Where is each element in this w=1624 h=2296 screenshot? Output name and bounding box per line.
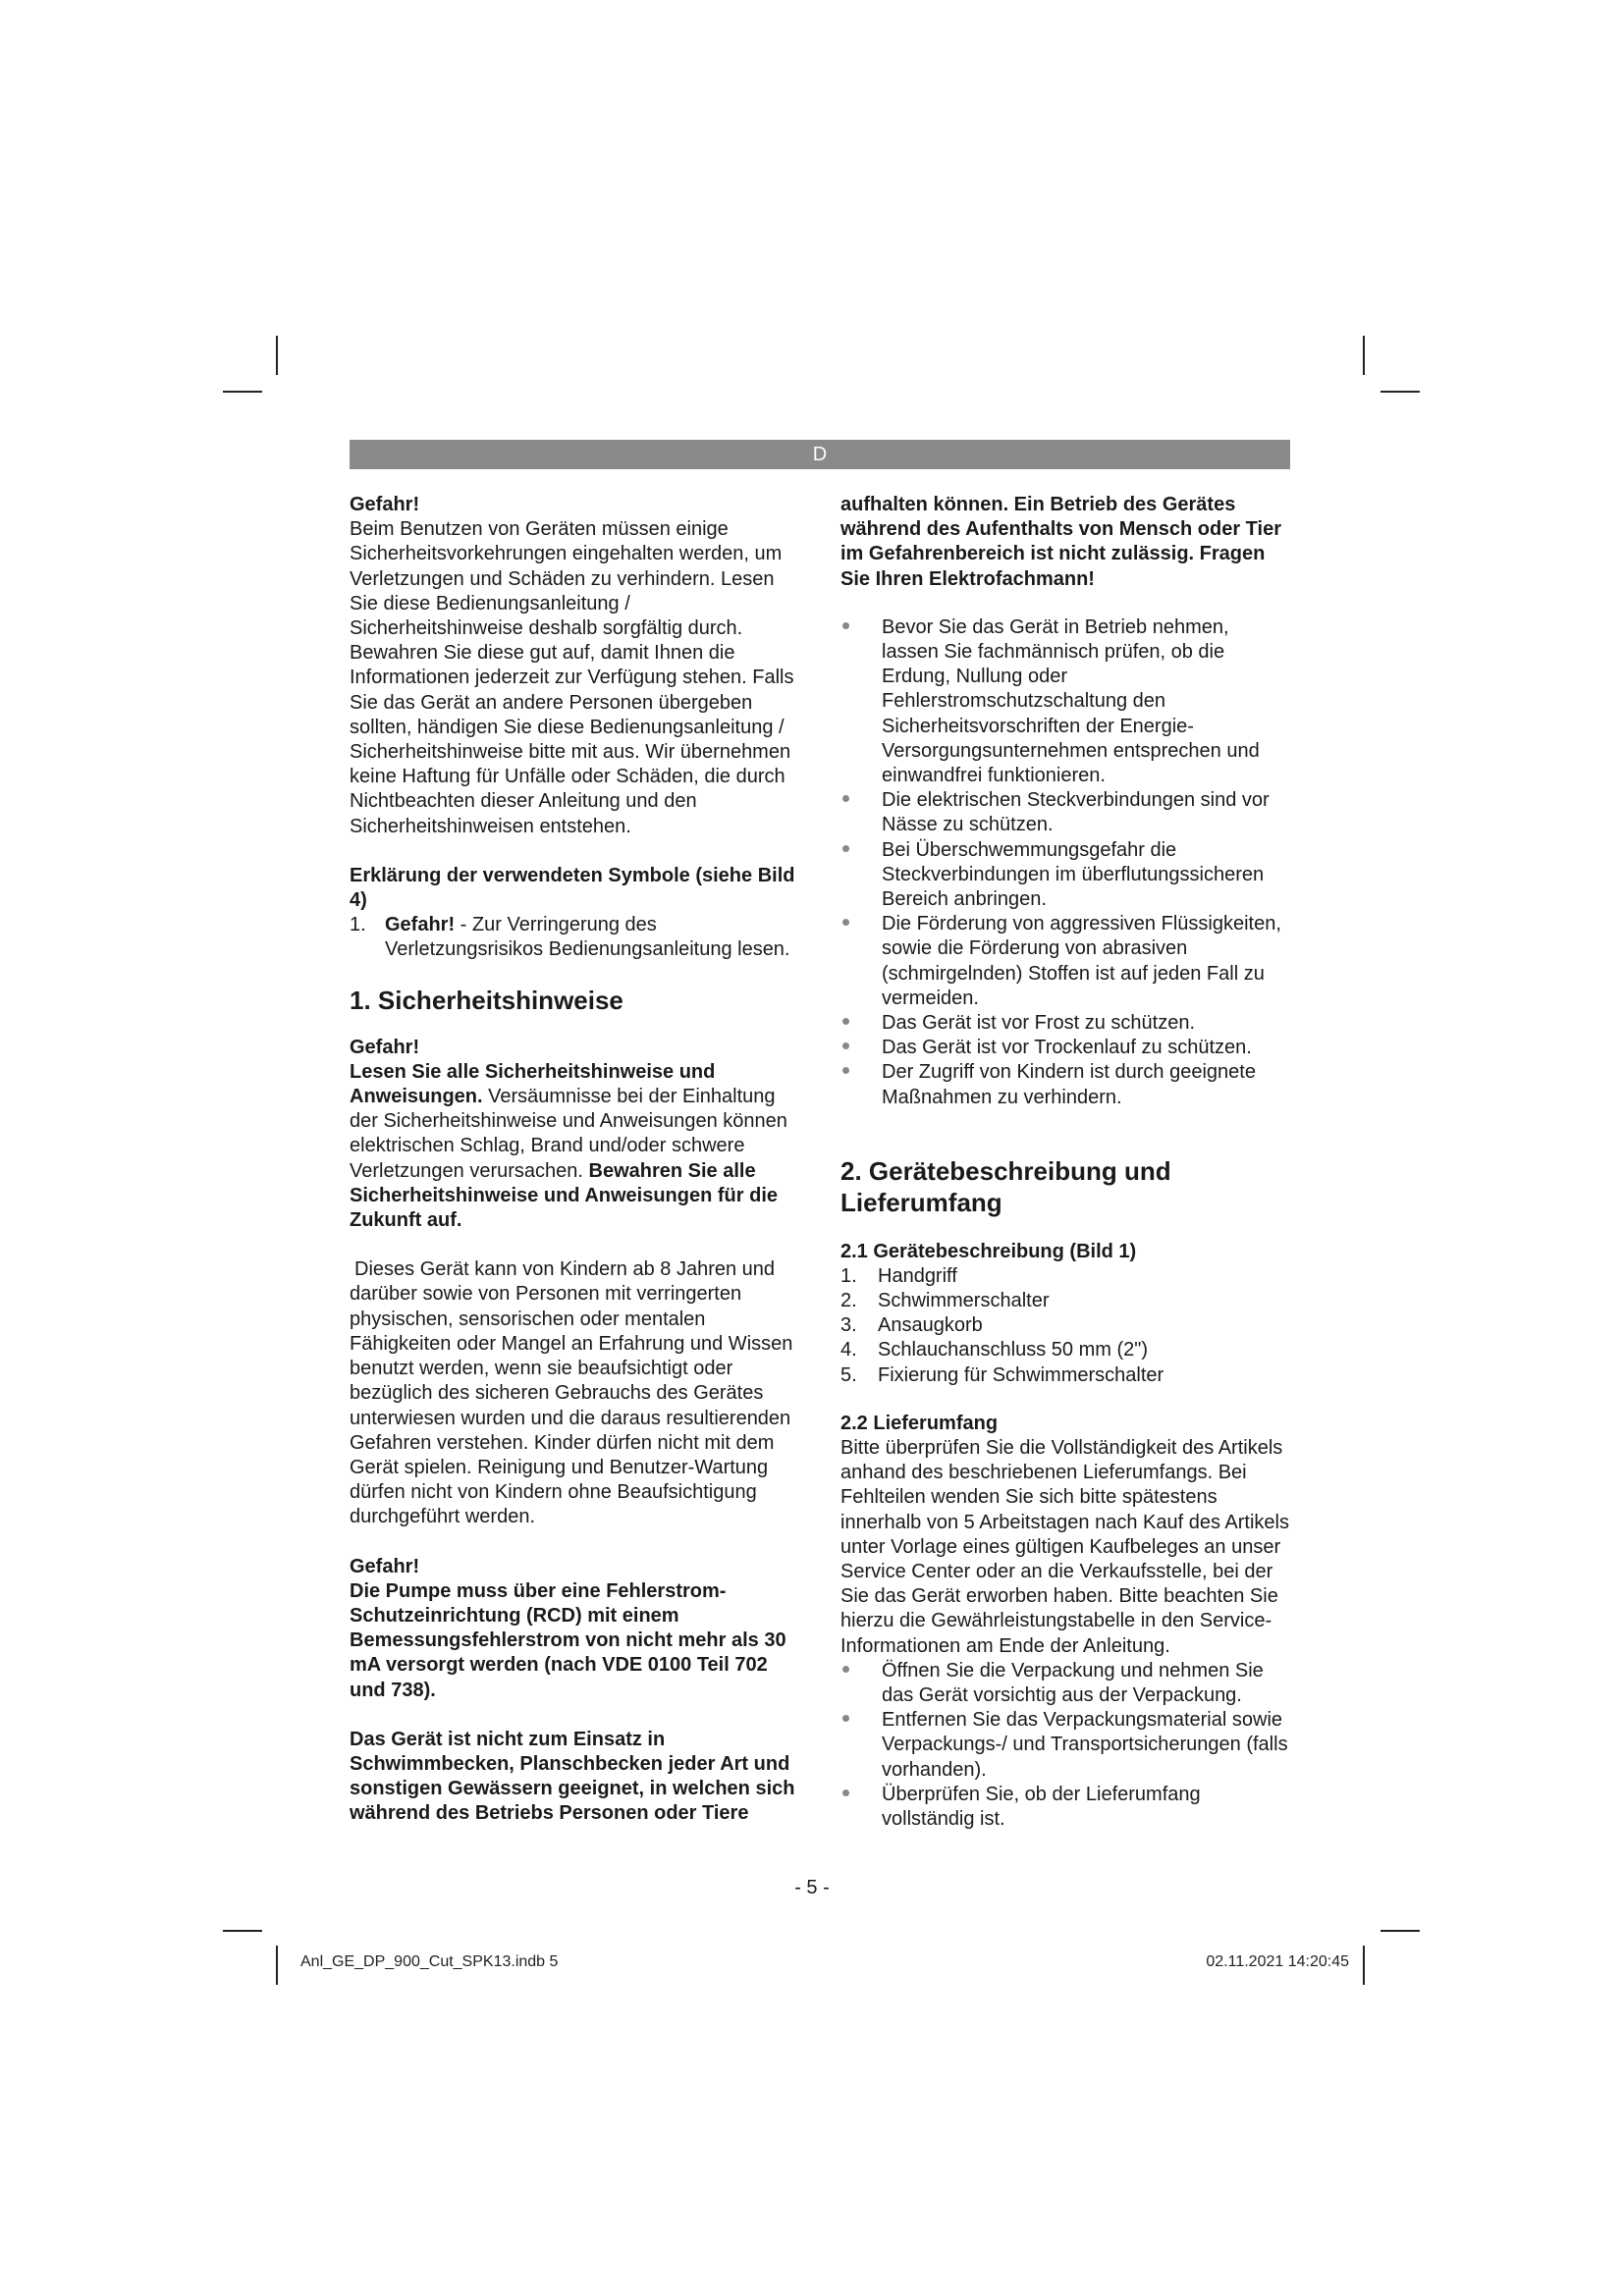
list-item: 3. Ansaugkorb [840,1314,983,1337]
section-1-title: 1. Sicherheitshinweise [350,985,623,1015]
safety-bullet-list [840,615,1290,1110]
crop-mark [276,1946,278,1985]
list-item: Der Zugriff von Kindern ist durch geeignete Maßnahmen zu verhindern. [840,1060,1290,1109]
delivery-paragraph: Bitte überprüfen Sie die Vollständigkeit des Artikels anhand des beschriebenen Lieferumfangs. Bei Fehlteilen wenden Sie sich bitte spätestens innerhalb von 5 Arbeitstagen nach Kauf des Artikels unter Vorlage eines gültigen Kaufbeleges an unser Service Center oder an die Verkaufsstelle, bei der Sie das Gerät erworben haben. Bitte beachten Sie hierzu die Gewährleistungstabelle in den Service-Informationen am Ende der Anleitung. [840,1436,1289,1657]
list-item: Bevor Sie das Gerät in Betrieb nehmen, lassen Sie fachmännisch prüfen, ob die Erdung, Nullung oder Fehlerstromschutzschaltung den Sicherheitsvorschriften der Energie-Versorgungsunternehmen entsprechen und einwandfrei funktionieren. [840,615,1290,788]
list-item: 1. Handgriff [840,1264,957,1287]
subsection-2-2-title: 2.2 Lieferumfang [840,1412,999,1434]
children-paragraph: Dieses Gerät kann von Kindern ab 8 Jahren und darüber sowie von Personen mit verringerten physischen, sensorischen oder mentalen Fähigkeiten oder Mangel an Erfahrung und Wissen benutzt werden, wenn sie beaufsichtigt oder bezüglich des sicheren Gebrauchs des Gerätes unterwiesen wurden und die daraus resultierenden Gefahren verstehen. Kinder dürfen nicht mit dem Gerät spielen. Reinigung und Benutzer-Wartung dürfen nicht von Kindern ohne Beaufsichtigung durchgeführt werden. [350,1258,793,1528]
pool-warning-paragraph: Das Gerät ist nicht zum Einsatz in Schwimmbecken, Planschbecken jeder Art und sonstigen Gewässern geeignet, in welchen sich während des Betriebs Personen oder Tiere [350,1728,795,1825]
list-item: Überprüfen Sie, ob der Lieferumfang vollständig ist. [840,1783,1290,1832]
list-item: Entfernen Sie das Verpackungsmaterial sowie Verpackungs-/ und Transportsicherungen (falls vorhanden). [840,1708,1290,1783]
list-item: Das Gerät ist vor Frost zu schützen. [840,1011,1290,1036]
safety-paragraph: Lesen Sie alle Sicherheitshinweise und Anweisungen. Versäumnisse bei der Einhaltung der Sicherheitshinweise und Anweisungen können elektrischen Schlag, Brand und/oder schwere Verletzungen verursachen. Bewahren Sie alle Sicherheitshinweise und Anweisungen für die Zukunft auf. [350,1060,787,1232]
list-item: Bei Überschwemmungsgefahr die Steckverbindungen im überflutungssicheren Bereich anbringen. [840,838,1290,913]
list-item: 5. Fixierung für Schwimmerschalter [840,1363,1164,1386]
footer-datetime: 02.11.2021 14:20:45 [1206,1953,1349,1970]
crop-mark [223,391,262,393]
list-item: 2. Schwimmerschalter [840,1290,1050,1312]
list-item: Die elektrischen Steckverbindungen sind vor Nässe zu schützen. [840,788,1290,837]
delivery-bullet-list [840,1659,1290,1832]
list-item: Die Förderung von aggressiven Flüssigkeiten, sowie die Förderung von abrasiven (schmirgelnden) Stoffen ist auf jeden Fall zu vermeiden. [840,912,1290,1011]
list-item: Öffnen Sie die Verpackung und nehmen Sie das Gerät vorsichtig aus der Verpackung. [840,1659,1290,1708]
left-column [350,493,807,1827]
crop-mark [223,1930,262,1932]
list-item: 4. Schlauchanschluss 50 mm (2") [840,1339,1148,1362]
danger-heading: Gefahr! [350,1036,420,1058]
crop-mark [1363,1946,1365,1985]
page-number: - 5 - [794,1877,830,1898]
intro-paragraph: Beim Benutzen von Geräten müssen einige Sicherheitsvorkehrungen eingehalten werden, um Verletzungen und Schäden zu verhindern. Lesen Sie diese Bedienungsanleitung / Sicherheitshinweise deshalb sorgfältig durch. Bewahren Sie diese gut auf, damit Ihnen die Informationen jederzeit zur Verfügung stehen. Falls Sie das Gerät an andere Personen übergeben sollten, händigen Sie diese Bedienungsanleitung / Sicherheitshinweise bitte mit aus. Wir übernehmen keine Haftung für Unfälle oder Schäden, die durch Nichtbeachten dieser Anleitung und den Sicherheitshinweisen entstehen. [350,518,794,837]
crop-mark [1380,1930,1420,1932]
language-label: D [812,444,828,465]
language-header-band [350,440,1290,469]
list-item: 1. Gefahr! - Zur Verringerung des Verletzungsrisikos Bedienungsanleitung lesen. [350,914,790,961]
danger-heading: Gefahr! [350,494,420,515]
footer-filename: Anl_GE_DP_900_Cut_SPK13.indb 5 [300,1953,559,1970]
rcd-paragraph: Die Pumpe muss über eine Fehlerstrom-Schutzeinrichtung (RCD) mit einem Bemessungsfehlerstrom von nicht mehr als 30 mA versorgt werden (nach VDE 0100 Teil 702 und 738). [350,1579,786,1701]
crop-mark [276,336,278,375]
crop-mark [1363,336,1365,375]
list-item: Das Gerät ist vor Trockenlauf zu schützen. [840,1036,1290,1060]
section-2-title: 2. Gerätebeschreibung und Lieferumfang [840,1155,1171,1217]
crop-mark [1380,391,1420,393]
right-column [840,493,1290,1832]
symbols-heading: Erklärung der verwendeten Symbole (siehe Bild 4) [350,864,795,912]
pool-warning-continued: aufhalten können. Ein Betrieb des Gerätes während des Aufenthalts von Mensch oder Tier im Gefahrenbereich ist nicht zulässig. Fragen Sie Ihren Elektrofachmann! [840,494,1281,590]
symbols-list [350,913,807,962]
danger-heading: Gefahr! [350,1555,420,1577]
parts-list [840,1264,1290,1388]
subsection-2-1-title: 2.1 Gerätebeschreibung (Bild 1) [840,1240,1137,1262]
